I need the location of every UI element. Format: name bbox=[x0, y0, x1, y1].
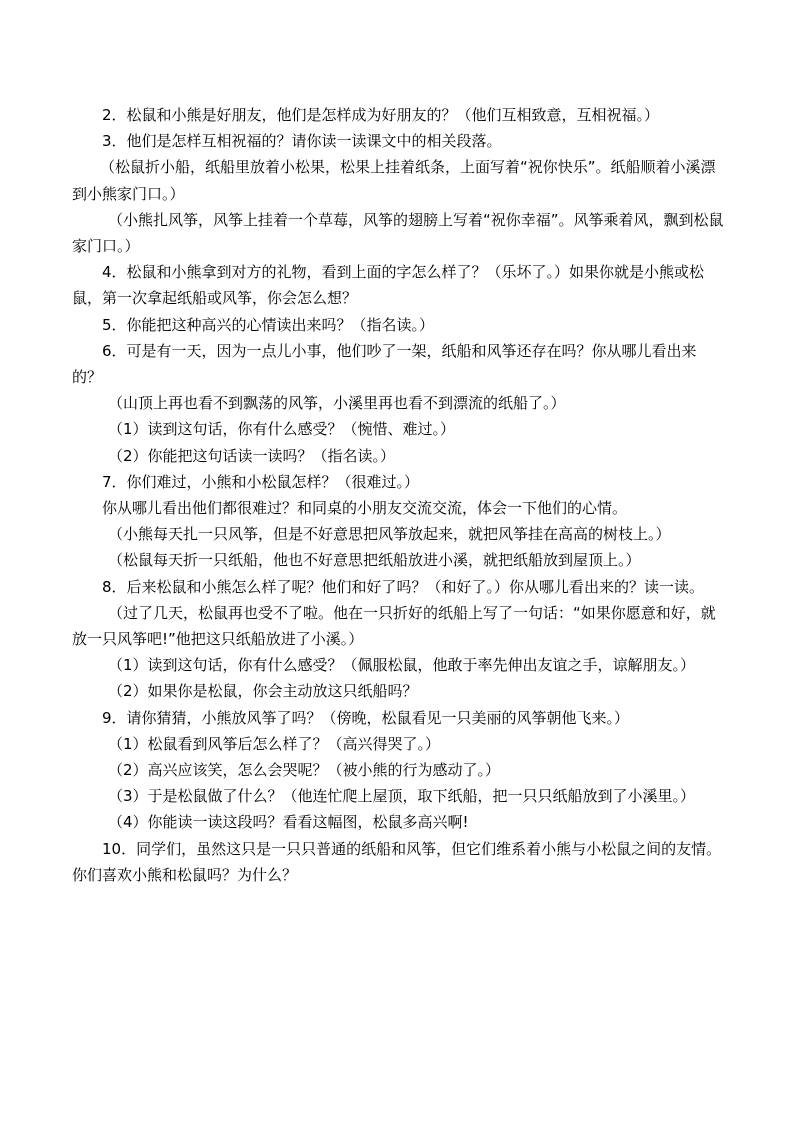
question-7-followup: 你从哪儿看出他们都很难过？和同桌的小朋友交流交流，体会一下他们的心情。 bbox=[102, 499, 628, 518]
question-6: 6．可是有一天，因为一点儿小事，他们吵了一架，纸船和风筝还存在吗？你从哪儿看出来的？ bbox=[72, 341, 697, 387]
passage-bear-daily-kite: （小熊每天扎一只风筝，但是不好意思把风筝放起来，就把风筝挂在高高的树枝上。） bbox=[108, 525, 671, 544]
sub-question-8-2: （2）如果你是松鼠，你会主动放这只纸船吗？ bbox=[108, 682, 418, 701]
question-5: 5．你能把这种高兴的心情读出来吗？（指名读。） bbox=[102, 315, 435, 334]
sub-question-9-2: （2）高兴应该笑，怎么会哭呢？（被小熊的行为感动了。） bbox=[108, 761, 501, 780]
sub-question-9-3: （3）于是松鼠做了什么？（他连忙爬上屋顶，取下纸船，把一只只纸船放到了小溪里。） bbox=[108, 787, 696, 806]
sub-question-6-1: （1）读到这句话，你有什么感受？（惋惜、难过。） bbox=[108, 420, 456, 439]
question-7: 7．你们难过，小熊和小松鼠怎样？（很难过。） bbox=[102, 472, 420, 491]
passage-bear-kite: （小熊扎风筝，风筝上挂着一个草莓，风筝的翅膀上写着“祝你幸福”。风筝乘着风，飘到松鼠家门口。） bbox=[72, 210, 724, 256]
question-9: 9．请你猜猜，小熊放风筝了吗？（傍晚，松鼠看见一只美丽的风筝朝他飞来。） bbox=[102, 708, 630, 727]
document-body bbox=[72, 102, 724, 888]
sub-question-8-1: （1）读到这句话，你有什么感受？（佩服松鼠，他敢于率先伸出友谊之手，谅解朋友。） bbox=[108, 656, 696, 675]
sub-question-9-1: （1）松鼠看到风筝后怎么样了？（高兴得哭了。） bbox=[108, 734, 441, 753]
passage-squirrel-daily-boat: （松鼠每天折一只纸船，他也不好意思把纸船放进小溪，就把纸船放到屋顶上。） bbox=[108, 551, 641, 570]
question-10: 10．同学们，虽然这只是一只只普通的纸船和风筝，但它们维系着小熊与小松鼠之间的友情。你们喜欢小熊和松鼠吗？为什么？ bbox=[72, 839, 722, 884]
passage-mountain-stream: （山顶上再也看不到飘荡的风筝，小溪里再也看不到漂流的纸船了。） bbox=[108, 394, 566, 413]
question-3: 3．他们是怎样互相祝福的？请你读一读课文中的相关段落。 bbox=[102, 132, 502, 151]
question-2: 2．松鼠和小熊是好朋友，他们是怎样成为好朋友的？（他们互相致意，互相祝福。） bbox=[102, 106, 660, 124]
sub-question-9-4: （4）你能读一读这段吗？看看这幅图，松鼠多高兴啊! bbox=[108, 813, 469, 832]
question-8: 8．后来松鼠和小熊怎么样了呢？他们和好了吗？（和好了。）你从哪儿看出来的？读一读。 bbox=[102, 577, 705, 596]
question-4: 4．松鼠和小熊拿到对方的礼物，看到上面的字怎么样了？（乐坏了。）如果你就是小熊或松鼠，第一次拿起纸船或风筝，你会怎么想？ bbox=[72, 263, 705, 308]
passage-squirrel-note: （过了几天，松鼠再也受不了啦。他在一只折好的纸船上写了一句话：“如果你愿意和好，就放一只风筝吧!”他把这只纸船放进了小溪。） bbox=[72, 603, 716, 649]
passage-squirrel-boat: （松鼠折小船，纸船里放着小松果，松果上挂着纸条，上面写着“祝你快乐”。纸船顺着小溪漂到小熊家门口。） bbox=[72, 158, 716, 203]
sub-question-6-2: （2）你能把这句话读一读吗？（指名读。） bbox=[108, 446, 396, 465]
